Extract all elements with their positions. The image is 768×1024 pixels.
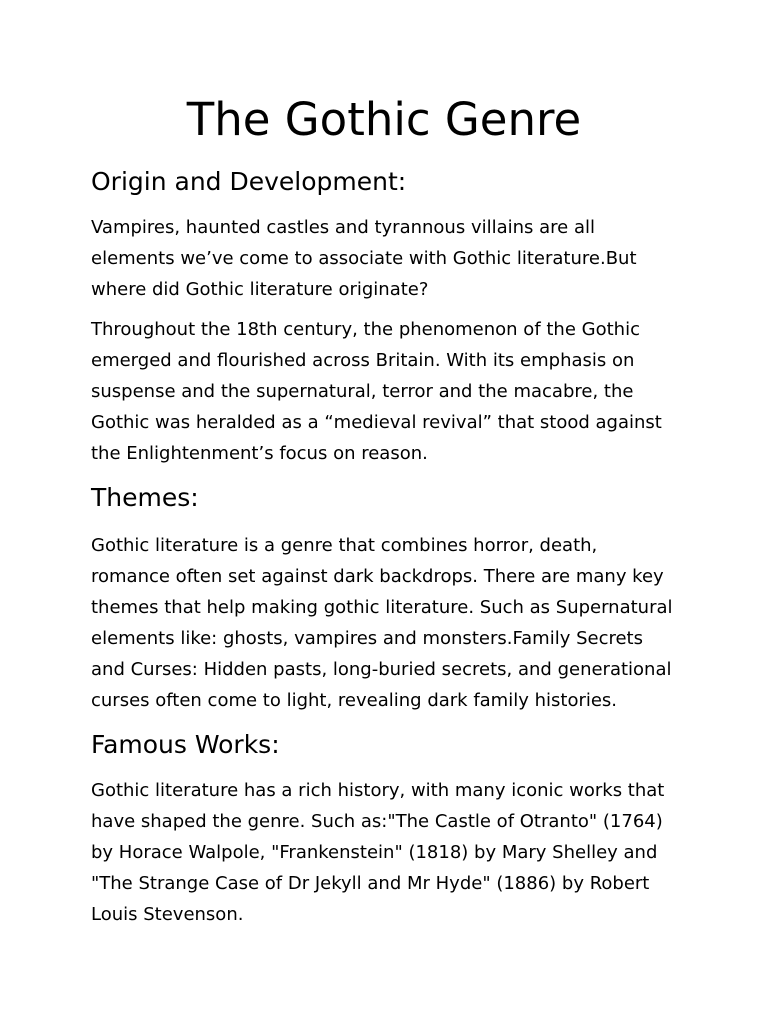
text-line: curses often come to light, revealing dark family histories. [91,690,618,711]
paragraph-origin-intro [91,212,691,305]
text-line: the Enlightenment’s focus on reason. [91,443,428,464]
section-heading-themes: Themes: [91,483,199,512]
section-heading-origin: Origin and Development: [91,167,407,196]
text-line: emerged and flourished across Britain. With its emphasis on [91,350,635,371]
text-line: Throughout the 18th century, the phenomenon of the Gothic [91,319,640,340]
text-line: themes that help making gothic literature. Such as Supernatural [91,597,673,618]
text-line: by Horace Walpole, "Frankenstein" (1818) by Mary Shelley and [91,842,658,863]
paragraph-origin-history [91,314,691,469]
paragraph-famous-works [91,775,691,930]
text-line: Vampires, haunted castles and tyrannous villains are all [91,217,595,238]
text-line: Gothic literature has a rich history, with many iconic works that [91,780,665,801]
text-line: suspense and the supernatural, terror and the macabre, the [91,381,634,402]
text-line: Louis Stevenson. [91,904,244,925]
paragraph-themes [91,530,691,716]
section-heading-famous-works: Famous Works: [91,730,280,759]
text-line: Gothic was heralded as a “medieval revival” that stood against [91,412,662,433]
text-line: Gothic literature is a genre that combines horror, death, [91,535,598,556]
text-line: where did Gothic literature originate? [91,279,429,300]
text-line: romance often set against dark backdrops. There are many key [91,566,664,587]
text-line: elements we’ve come to associate with Gothic literature.But [91,248,637,269]
text-line: "The Strange Case of Dr Jekyll and Mr Hyde" (1886) by Robert [91,873,650,894]
text-line: and Curses: Hidden pasts, long-buried secrets, and generational [91,659,672,680]
document-title: The Gothic Genre [186,93,582,146]
text-line: elements like: ghosts, vampires and monsters.Family Secrets [91,628,643,649]
text-line: have shaped the genre. Such as:"The Castle of Otranto" (1764) [91,811,663,832]
